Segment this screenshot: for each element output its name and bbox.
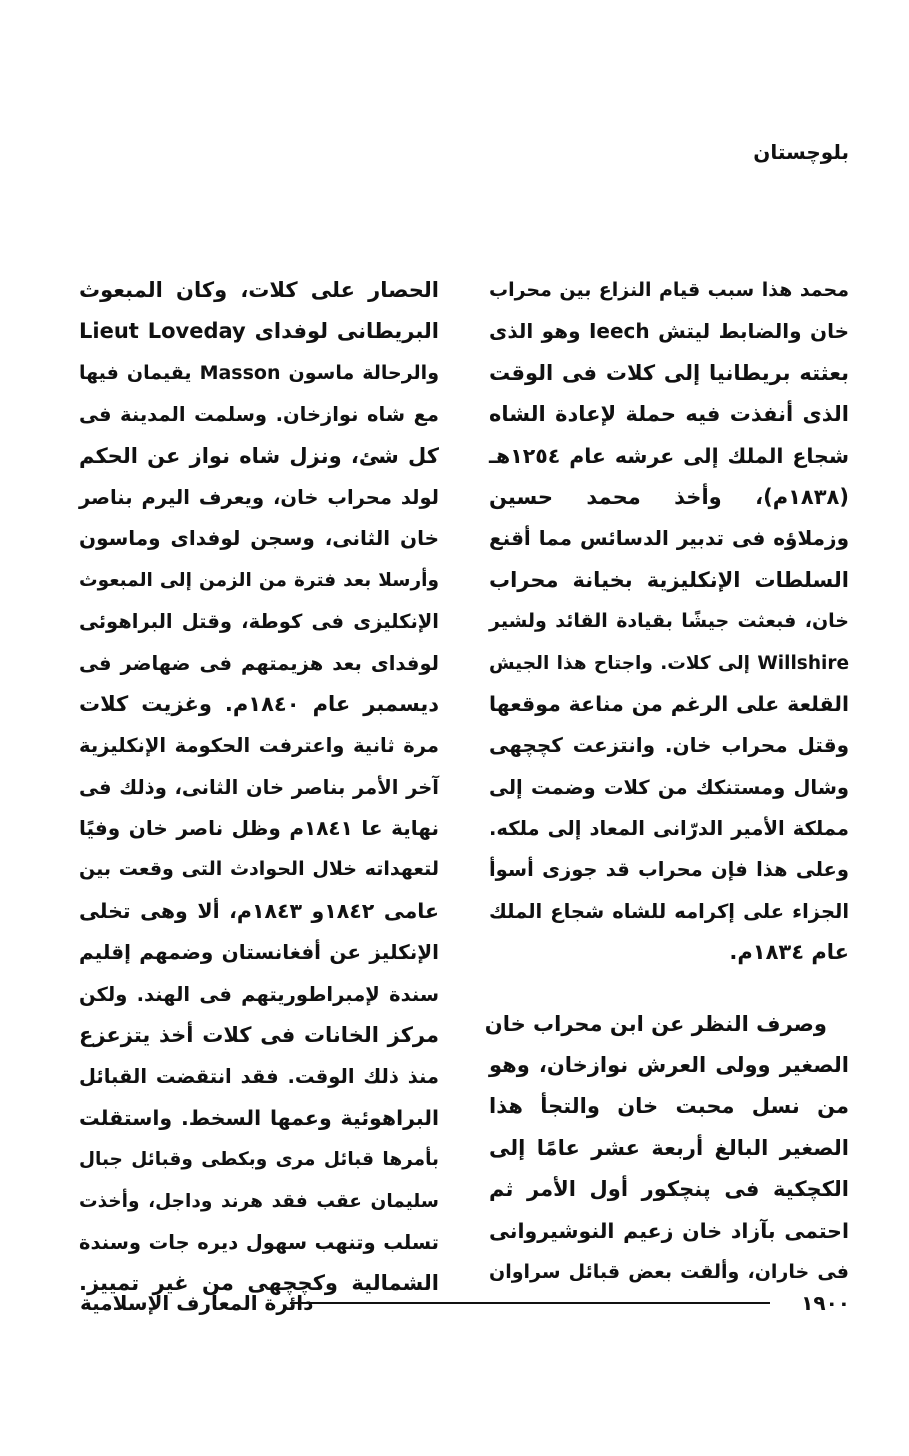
text-line: بأمرها قبائل مرى وبكطى وقبائل جبال xyxy=(79,1149,439,1171)
text-line: الحصار على كلات، وكان المبعوث xyxy=(79,278,439,302)
text-line: عام ١٨٣٤م. xyxy=(729,940,849,965)
text-line: لوفداى بعد هزيمتهم فى ضهاضر فى xyxy=(79,651,439,675)
text-line: كل شئ، ونزل شاه نواز عن الحكم xyxy=(79,443,439,468)
text-line: البريطانى لوفداى Lieut Loveday xyxy=(79,319,440,344)
text-line: خان والضابط ليتش Ieech وهو الذى xyxy=(489,319,849,344)
text-line: الكچكية فى پنچكور أول الأمر ثم xyxy=(489,1177,849,1202)
page-footer xyxy=(80,1283,850,1323)
text-line: وصرف النظر عن ابن محراب خان xyxy=(484,1011,827,1036)
text-line: محمد هذا سبب قيام النزاع بين محراب xyxy=(489,279,849,301)
text-column-right xyxy=(484,270,849,1293)
text-line: وشال ومستنكك من كلات وضمت إلى xyxy=(489,775,849,799)
text-line: مرة ثانية واعترفت الحكومة الإنكليزية xyxy=(79,734,439,758)
text-line: القلعة على الرغم من مناعة موقعها xyxy=(489,691,849,716)
text-line: منذ ذلك الوقت. فقد انتقضت القبائل xyxy=(79,1065,439,1089)
text-line: مركز الخانات فى كلات أخذ يتزعزع xyxy=(79,1023,439,1048)
text-line: فى خاران، وألقت بعض قبائل سراوان xyxy=(489,1260,849,1283)
text-line: السلطات الإنكليزية بخيانة محراب xyxy=(489,567,849,592)
text-line: سندة لإمبراطوريتهم فى الهند. ولكن xyxy=(79,982,439,1006)
text-line: وأرسلا بعد فترة من الزمن إلى المبعوث xyxy=(79,569,439,591)
page-number: ١٩٠٠ xyxy=(801,1291,850,1315)
text-line: والرحالة ماسون Masson يقيمان فيها xyxy=(79,361,439,384)
text-line: Willshire إلى كلات. واجتاح هذا الجيش xyxy=(489,652,849,674)
text-line: الجزاء على إكرامه للشاه شجاع الملك xyxy=(489,899,849,923)
text-line: مملكة الأمير الدرّانى المعاد إلى ملكه. xyxy=(489,817,849,841)
text-column-left xyxy=(79,270,439,1305)
text-line: سليمان عقب فقد هرند وداجل، وأخذت xyxy=(79,1190,439,1212)
text-line: عامى ١٨٤٢و ١٨٤٣م، ألا وهى تخلى xyxy=(79,898,439,923)
text-line: من نسل محبت خان والتجأ هذا xyxy=(489,1094,849,1119)
text-line: لتعهداته خلال الحوادث التى وقعت بين xyxy=(79,858,439,881)
text-line: وقتل محراب خان. وانتزعت كچچهى xyxy=(489,733,849,758)
publication-title: دائرة المعارف الإسلامية xyxy=(80,1291,314,1315)
text-line: خان الثانى، وسجن لوفداى وماسون xyxy=(79,526,439,551)
text-line: (١٨٣٨م)، وأخذ محمد حسين xyxy=(489,484,849,509)
text-line: مع شاه نوازخان. وسلمت المدينة فى xyxy=(79,403,439,427)
text-line: نهاية عا ١٨٤١م وظل ناصر خان وفيًا xyxy=(79,816,439,841)
footer-rule xyxy=(290,1302,770,1304)
text-line: تسلب وتنهب سهول ديره جات وسندة xyxy=(79,1230,439,1254)
paragraph-2 xyxy=(484,1004,849,1294)
text-line: الشمالية وكچچهى من غير تمييز. xyxy=(79,1271,439,1296)
text-line: احتمى بآزاد خان زعيم النوشيروانى xyxy=(489,1218,849,1243)
text-line: خان، فبعثت جيشًا بقيادة القائد ولشير xyxy=(489,610,849,633)
text-line: وزملاؤه فى تدبير الدسائس مما أقنع xyxy=(489,526,849,551)
text-line: ديسمبر عام ١٨٤٠م. وغزيت كلات xyxy=(79,691,439,716)
text-line: شجاع الملك إلى عرشه عام ١٢٥٤هـ xyxy=(489,443,849,468)
text-line: آخر الأمر بناصر خان الثانى، وذلك فى xyxy=(79,775,439,799)
paragraph-1 xyxy=(489,270,849,974)
text-line: الإنكليزى فى كوطة، وقتل البراهوئى xyxy=(79,610,439,634)
text-line: الذى أنفذت فيه حملة لإعادة الشاه xyxy=(489,402,849,427)
text-line: لولد محراب خان، ويعرف اليرم بناصر xyxy=(79,485,439,509)
text-line: الصغير وولى العرش نوازخان، وهو xyxy=(489,1053,849,1078)
text-line: وعلى هذا فإن محراب قد جوزى أسوأ xyxy=(489,858,849,882)
paragraph-gap xyxy=(489,974,849,1004)
text-line: الصغير البالغ أربعة عشر عامًا إلى xyxy=(489,1135,849,1160)
text-line: البراهوئية وعمها السخط. واستقلت xyxy=(79,1105,439,1130)
text-line: الإنكليز عن أفغانستان وضمهم إقليم xyxy=(79,940,439,965)
text-line: بعثته بريطانيا إلى كلات فى الوقت xyxy=(489,360,849,385)
running-head-title: بلوچستان xyxy=(753,140,849,164)
